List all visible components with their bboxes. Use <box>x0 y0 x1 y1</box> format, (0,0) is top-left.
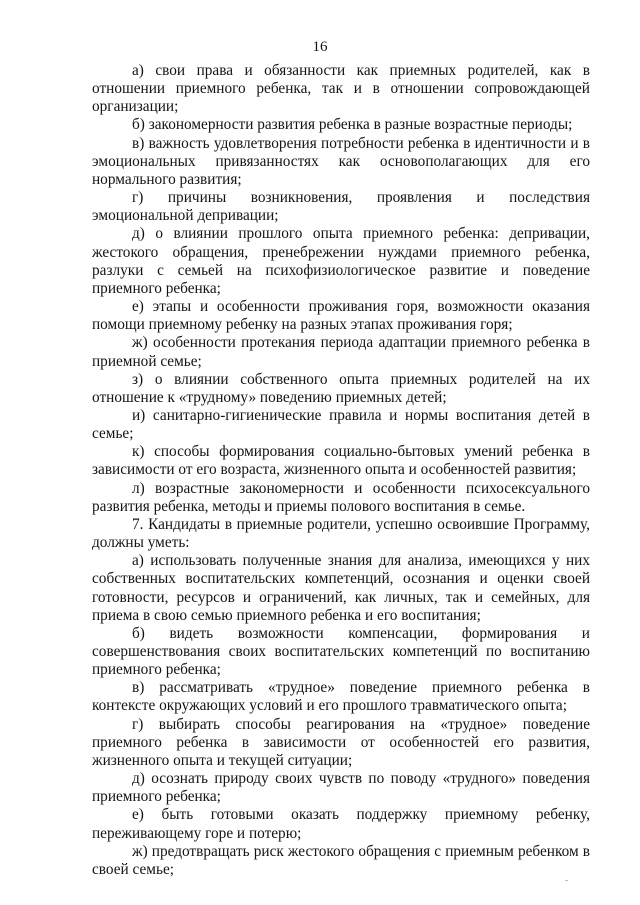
paragraph-skill-d-feelings: д) осознать природу своих чувств по поводу «трудного» поведения приемного ребенка; <box>92 770 590 806</box>
paragraph-skill-a-knowledge: а) использовать полученные знания для анализа, имеющихся у них собственных воспитательских компетенций, осознания и оценки своей готовности, ресурсов и ограничений, как личных, так и семейных, для приема в свою семью приемного ребенка и его воспитания; <box>92 552 590 624</box>
section-7-heading: 7. Кандидаты в приемные родители, успешно освоившие Программу, должны уметь: <box>92 515 590 552</box>
paragraph-skill-e-support: е) быть готовыми оказать поддержку приемному ребенку, переживающему горе и потерю; <box>92 806 590 842</box>
paragraph-skill-v-difficult-behavior: в) рассматривать «трудное» поведение приемного ребенка в контексте окружающих условий и его прошлого травматического опыта; <box>92 679 590 715</box>
document-body <box>92 62 590 879</box>
paragraph-item-g-deprivation: г) причины возникновения, проявления и последствия эмоциональной депривации; <box>92 189 590 225</box>
paragraph-item-i-hygiene: и) санитарно-гигиенические правила и нормы воспитания детей в семье; <box>92 406 590 443</box>
paragraph-item-v-identity: в) важность удовлетворения потребности ребенка в идентичности и в эмоциональных привязанностях как основополагающих для его нормального развития; <box>92 134 590 188</box>
paragraph-item-d-past-experience: д) о влиянии прошлого опыта приемного ребенка: депривации, жестокого обращения, пренебрежении нуждами приемного ребенка, разлуки с семьей на психофизиологическое развитие и поведение приемного ребенка; <box>92 225 590 297</box>
paragraph-item-e-grief: е) этапы и особенности проживания горя, возможности оказания помощи приемному ребенку на разных этапах проживания горя; <box>92 298 590 334</box>
page-number: 16 <box>312 39 328 55</box>
paragraph-item-k-skills: к) способы формирования социально-бытовых умений ребенка в зависимости от его возраста, жизненного опыта и особенностей развития; <box>92 443 590 479</box>
paragraph-item-z-parents-experience: з) о влиянии собственного опыта приемных родителей на их отношение к «трудному» поведению приемных детей; <box>92 370 590 406</box>
paragraph-item-a-rights: а) свои права и обязанности как приемных родителей, как в отношении приемного ребенка, так и в отношении сопровождающей организации; <box>92 62 590 116</box>
paragraph-item-b-development: б) закономерности развития ребенка в разные возрастные периоды; <box>132 116 573 134</box>
paragraph-item-zh-adaptation: ж) особенности протекания периода адаптации приемного ребенка в приемной семье; <box>92 334 590 370</box>
paragraph-skill-zh-abuse-risk: ж) предотвращать риск жестокого обращения с приемным ребенком в своей семье; <box>92 842 590 878</box>
paragraph-skill-g-response: г) выбирать способы реагирования на «трудное» поведение приемного ребенка в зависимости от особенностей его развития, жизненного опыта и текущей ситуации; <box>92 715 590 769</box>
paragraph-item-l-psychosexual: л) возрастные закономерности и особенности психосексуального развития ребенка, методы и приемы полового воспитания в семье. <box>92 479 590 515</box>
scan-speck <box>565 880 568 881</box>
paragraph-skill-b-compensation: б) видеть возможности компенсации, формирования и совершенствования своих воспитательских компетенций по воспитанию приемного ребенка; <box>92 624 590 679</box>
